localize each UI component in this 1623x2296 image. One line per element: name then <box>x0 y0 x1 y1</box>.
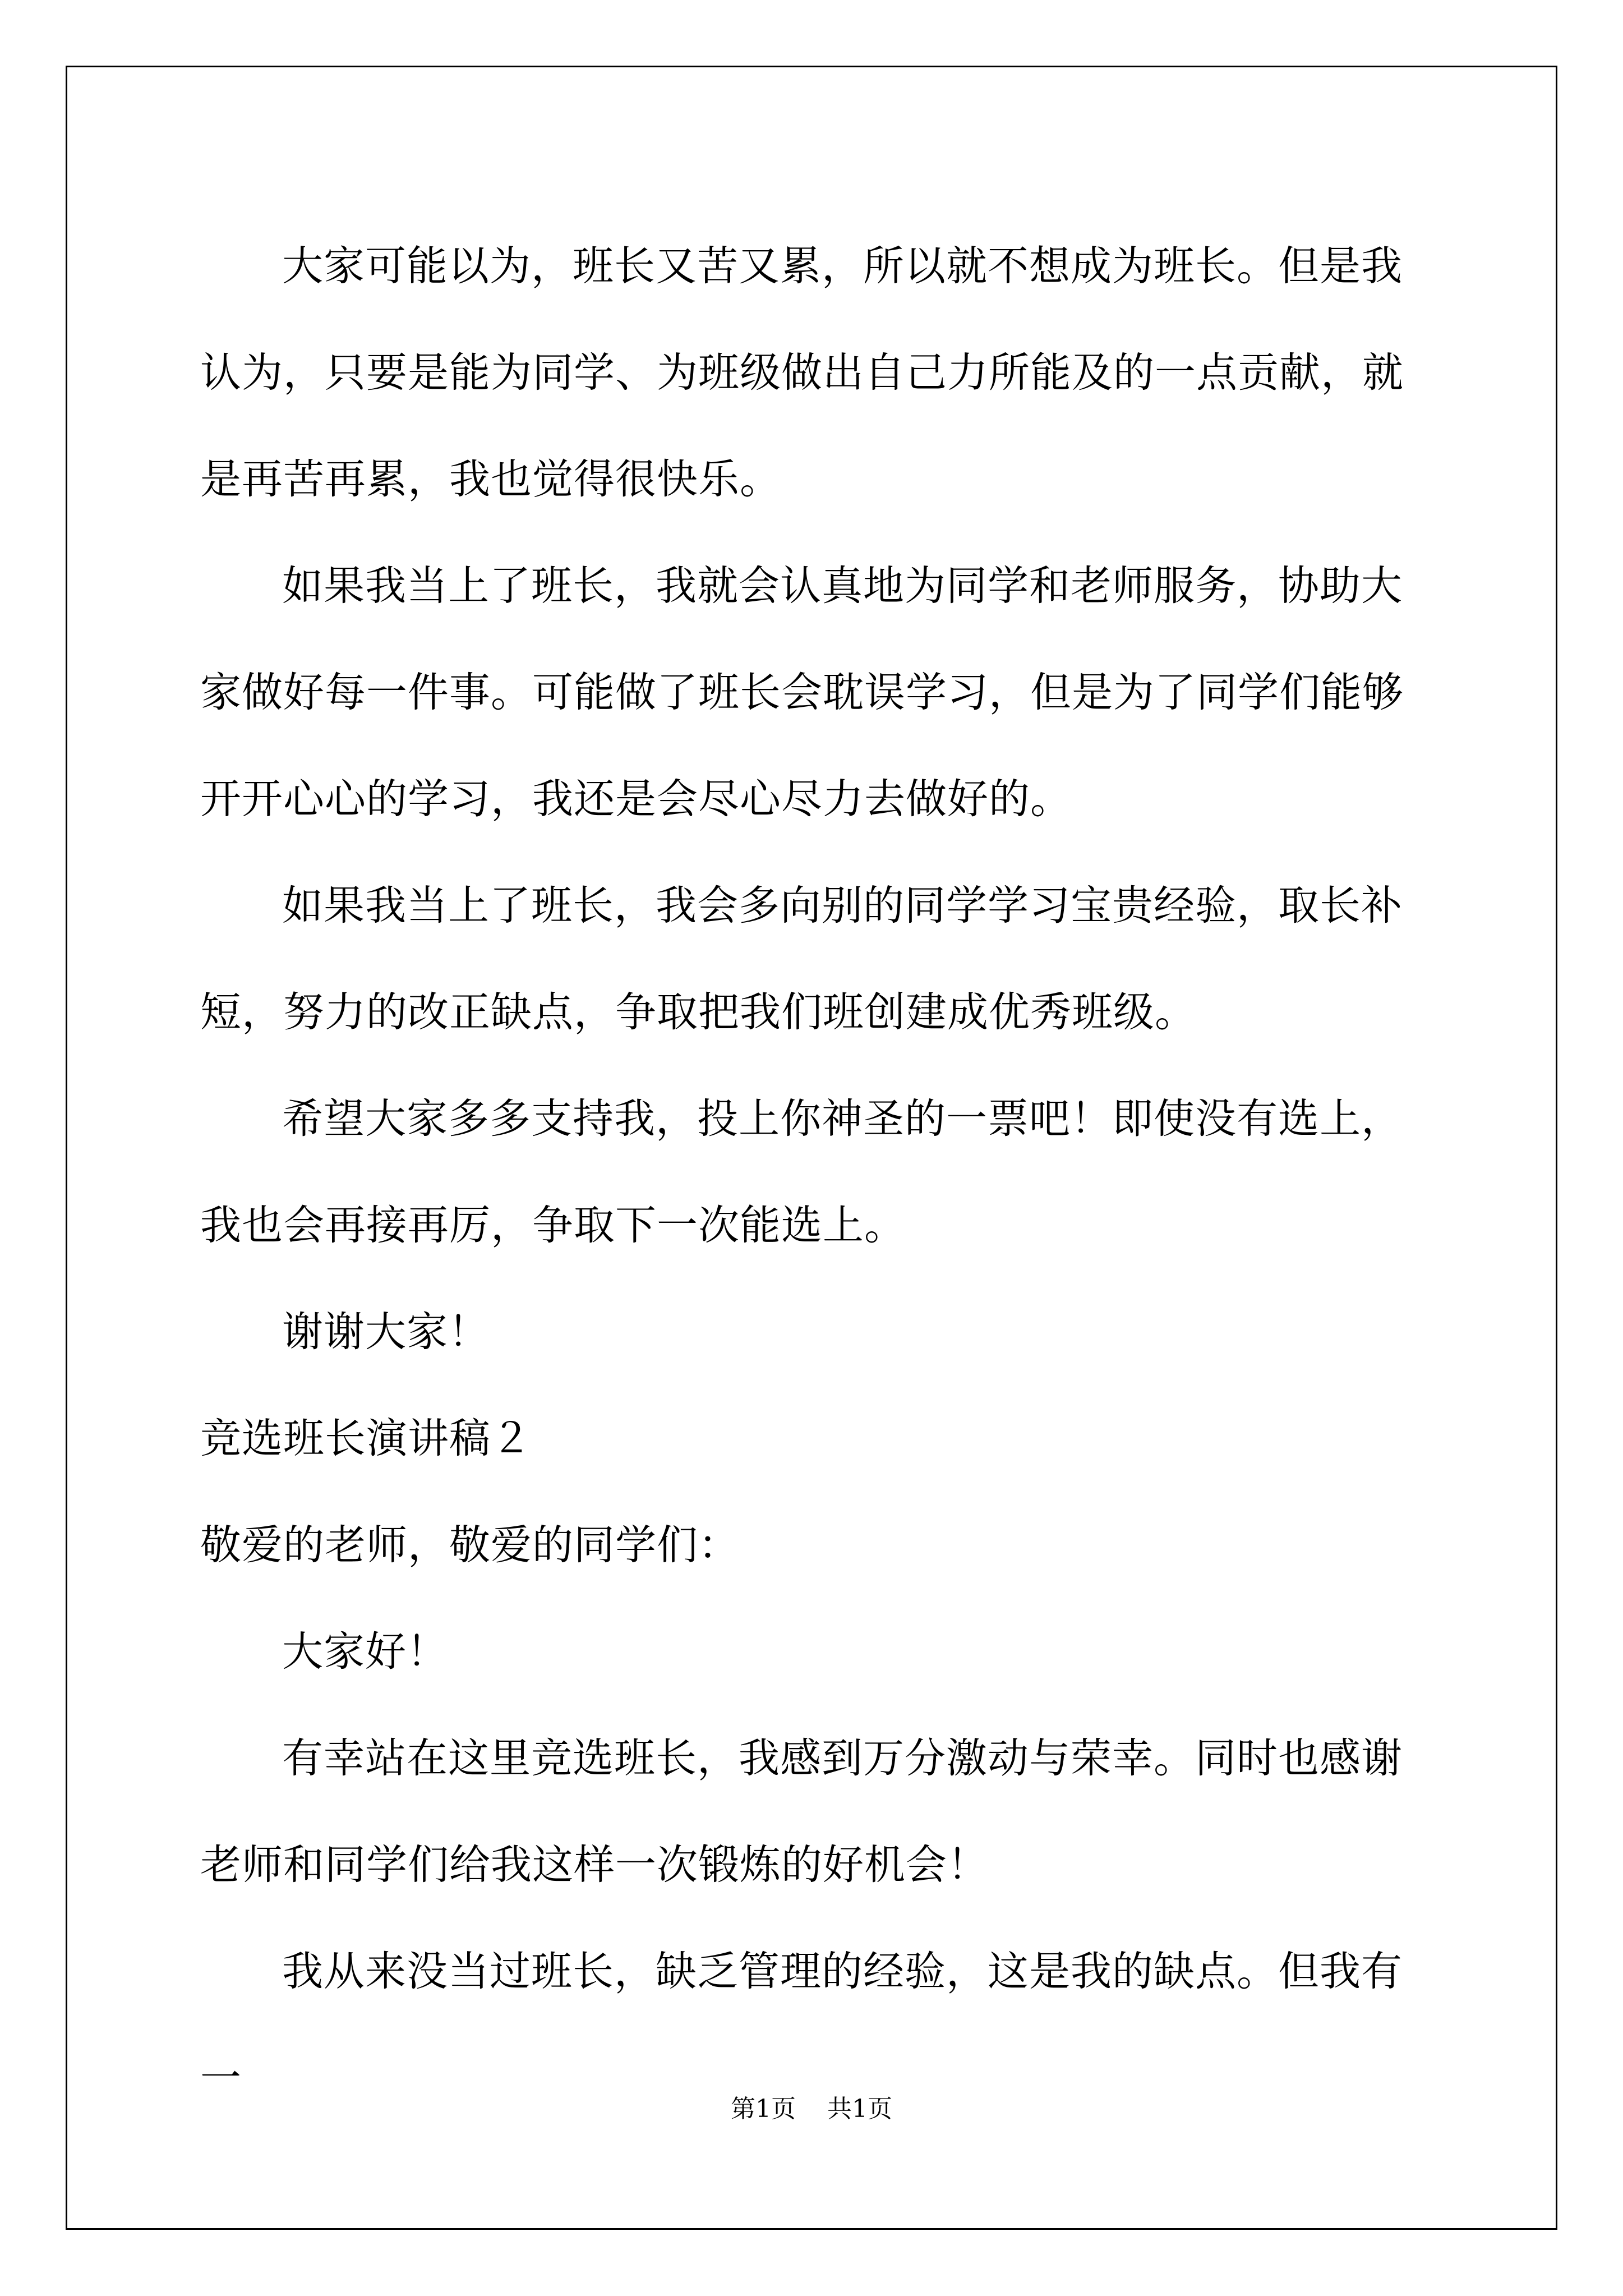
paragraph: 有幸站在这里竞选班长，我感到万分激动与荣幸。同时也感谢老师和同学们给我这样一次锻炼的好机会！ <box>200 1734 1403 1889</box>
total-pages-label: 共1页 <box>827 2095 892 2123</box>
current-page-label: 第1页 <box>731 2095 796 2123</box>
paragraph: 如果我当上了班长，我就会认真地为同学和老师服务，协助大家做好每一件事。可能做了班长会耽误学习，但是为了同学们能够开开心心的学习，我还是会尽心尽力去做好的。 <box>200 562 1404 823</box>
paragraph: 如果我当上了班长，我会多向别的同学学习宝贵经验，取长补短，努力的改正缺点，争取把我们班创建成优秀班级。 <box>200 882 1403 1036</box>
paragraph: 希望大家多多支持我，投上你神圣的一票吧！即使没有选上，我也会再接再厉，争取下一次能选上。 <box>200 1095 1403 1249</box>
document-body <box>200 213 1434 2132</box>
paragraph: 大家可能以为，班长又苦又累，所以就不想成为班长。但是我认为，只要是能为同学、为班级做出自己力所能及的一点贡献，就是再苦再累，我也觉得很快乐。 <box>200 242 1404 503</box>
page-footer <box>0 2092 1623 2126</box>
salutation: 敬爱的老师，敬爱的同学们： <box>200 1521 740 1569</box>
paragraph: 谢谢大家！ <box>282 1308 490 1356</box>
paragraph: 大家好！ <box>282 1628 448 1676</box>
section-title: 竞选班长演讲稿２ <box>200 1415 532 1462</box>
paragraph: 我从来没当过班长，缺乏管理的经验，这是我的缺点。但我有一 <box>200 1948 1403 2102</box>
